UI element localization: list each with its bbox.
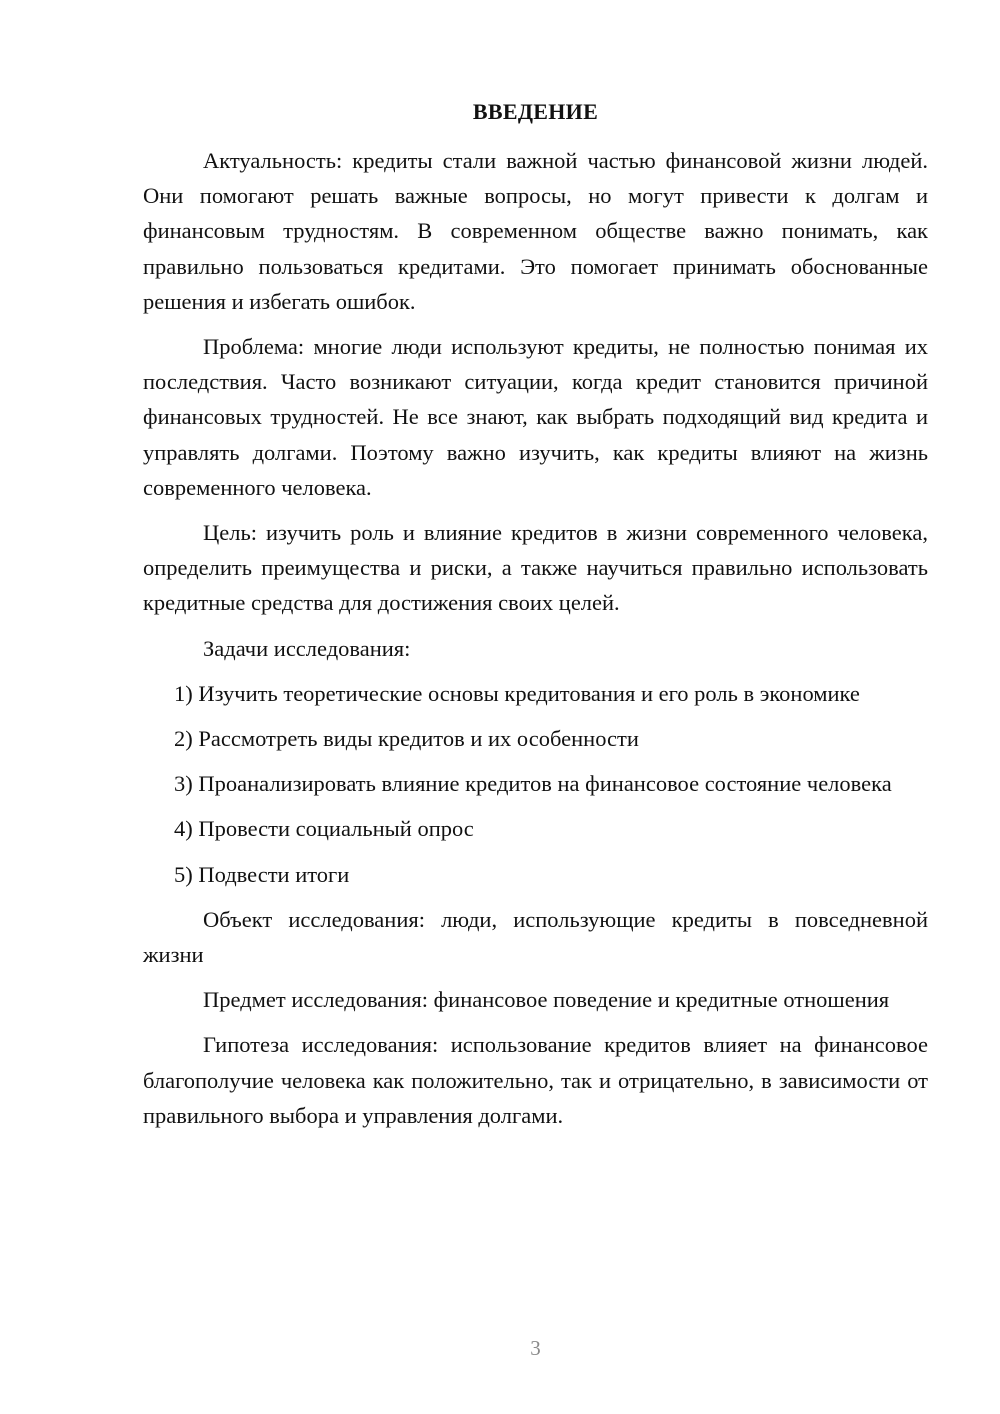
task-item-5: 5) Подвести итоги <box>174 861 350 887</box>
section-heading: ВВЕДЕНИЕ <box>472 99 599 124</box>
paragraph-problem: Проблема: многие люди используют кредиты, не полностью понимая их последствия. Часто возникают ситуации, когда кредит становится причиной финансовых трудностей. Не все знают, как выбрать подходящий вид кредита и управлять долгами. Поэтому важно изучить, как кредиты влияют на жизнь современного человека. <box>143 334 928 500</box>
task-item-1: 1) Изучить теоретические основы кредитования и его роль в экономике <box>174 680 860 706</box>
paragraph-hypothesis: Гипотеза исследования: использование кредитов влияет на финансовое благополучие человека как положительно, так и отрицательно, в зависимости от правильного выбора и управления долгами. <box>143 1032 928 1128</box>
page-number: 3 <box>530 1336 541 1360</box>
paragraph-subject: Предмет исследования: финансовое поведение и кредитные отношения <box>203 987 890 1013</box>
task-item-3: 3) Проанализировать влияние кредитов на финансовое состояние человека <box>174 771 892 797</box>
paragraph-relevance: Актуальность: кредиты стали важной частью финансовой жизни людей. Они помогают решать важные вопросы, но могут привести к долгам и финансовым трудностям. В современном обществе важно понимать, как правильно пользоваться кредитами. Это помогает принимать обоснованные решения и избегать ошибок. <box>143 148 928 314</box>
paragraph-object: Объект исследования: люди, использующие кредиты в повседневной жизни <box>143 906 928 968</box>
task-item-4: 4) Провести социальный опрос <box>174 816 474 842</box>
task-item-2: 2) Рассмотреть виды кредитов и их особенности <box>174 726 639 752</box>
document-body <box>143 143 928 1133</box>
tasks-title: Задачи исследования: <box>203 635 411 661</box>
paragraph-goal: Цель: изучить роль и влияние кредитов в жизни современного человека, определить преимущества и риски, а также научиться правильно использовать кредитные средства для достижения своих целей. <box>143 520 928 616</box>
document-page <box>143 0 928 1414</box>
